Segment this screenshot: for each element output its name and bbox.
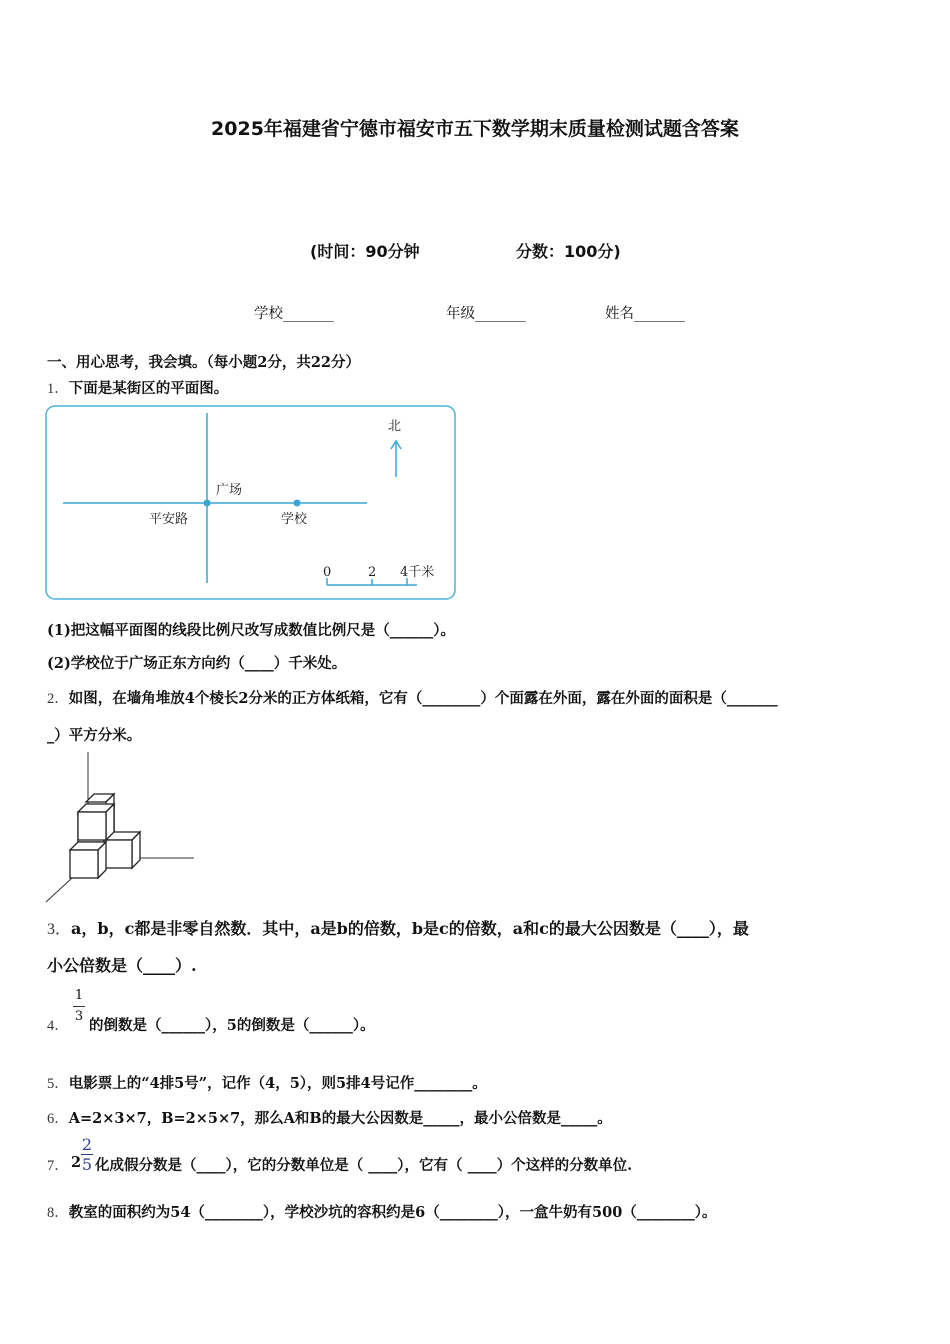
north-label: 北 xyxy=(388,419,402,434)
question-7-number: 7． xyxy=(47,1158,69,1174)
fraction-numerator: 2 xyxy=(81,1135,93,1154)
question-2 xyxy=(47,687,778,708)
mixed-number-whole: 2 xyxy=(71,1154,82,1171)
road-label: 平安路 xyxy=(149,512,189,527)
question-5 xyxy=(47,1072,487,1093)
fraction-denominator: 3 xyxy=(74,1009,84,1024)
question-1-part-1: (1)把这幅平面图的线段比例尺改写成数值比例尺是（______）。 xyxy=(47,622,456,639)
question-7-text: 化成假分数是（____），它的分数单位是（ ____），它有（ ____）个这样的分数单位. xyxy=(95,1157,633,1174)
corner-edge xyxy=(46,878,72,902)
question-text: A=2×3×7，B=2×5×7，那么A和B的最大公因数是_____，最小公倍数是_____。 xyxy=(68,1110,612,1127)
question-1-part-2: (2)学校位于广场正东方向约（____）千米处。 xyxy=(47,655,347,672)
scale-2: 2 xyxy=(368,565,377,580)
question-4-text: 的倒数是（______），5的倒数是（______）。 xyxy=(89,1017,375,1034)
question-number: 6． xyxy=(47,1111,69,1127)
section-heading: 一、用心思考，我会填。（每小题2分，共22分） xyxy=(47,354,361,371)
plaza-label: 广场 xyxy=(216,483,243,498)
north-arrow-icon xyxy=(391,441,401,477)
question-number: 2． xyxy=(47,691,69,707)
question-6 xyxy=(47,1107,612,1128)
question-2-continued: _）平方分米。 xyxy=(47,727,142,744)
question-text: 如图，在墙角堆放4个棱长2分米的正方体纸箱，它有（________）个面露在外面，露在外面的面积是（_______ xyxy=(68,690,778,707)
cube-bottom-front xyxy=(70,842,106,878)
cube-stack-figure xyxy=(44,752,196,906)
cube-top-box xyxy=(78,804,114,840)
scale-0: 0 xyxy=(323,565,332,580)
school-field: 学校_______ xyxy=(254,306,334,322)
question-4-number: 4． xyxy=(47,1018,69,1034)
name-field: 姓名_______ xyxy=(605,306,685,322)
fraction-numerator: 1 xyxy=(74,988,84,1003)
question-text: a，b，c都是非零自然数．其中，a是b的倍数，b是c的倍数，a和c的最大公因数是（____），最 xyxy=(71,919,749,938)
plaza-point xyxy=(204,500,211,507)
question-3-continued: 小公倍数是（____）. xyxy=(47,956,197,975)
fraction-two-fifths xyxy=(80,1136,94,1173)
street-map-figure xyxy=(45,405,457,601)
exam-time: (时间：90分钟 xyxy=(310,242,420,261)
question-number: 8． xyxy=(47,1205,69,1221)
question-text: 下面是某街区的平面图。 xyxy=(68,380,229,397)
question-number: 3． xyxy=(47,921,72,938)
exam-score: 分数：100分) xyxy=(516,242,621,261)
question-text: 教室的面积约为54（________），学校沙坑的容积约是6（________），一盒牛奶有500（________）。 xyxy=(68,1204,717,1221)
scale-4km: 4千米 xyxy=(400,565,435,580)
question-number: 5． xyxy=(47,1076,69,1092)
fraction-denominator: 5 xyxy=(81,1155,93,1174)
question-3 xyxy=(47,916,749,939)
fraction-one-third xyxy=(72,988,86,1025)
page-title: 2025年福建省宁德市福安市五下数学期末质量检测试题含答案 xyxy=(211,118,739,140)
fraction-bar xyxy=(73,1006,85,1007)
question-number: 1． xyxy=(47,381,69,397)
grade-field: 年级_______ xyxy=(446,306,526,322)
question-text: 电影票上的“4排5号”，记作（4，5），则5排4号记作________。 xyxy=(68,1075,487,1092)
question-1 xyxy=(47,377,228,398)
school-label: 学校 xyxy=(281,512,308,527)
question-8 xyxy=(47,1201,717,1222)
school-point xyxy=(294,500,301,507)
